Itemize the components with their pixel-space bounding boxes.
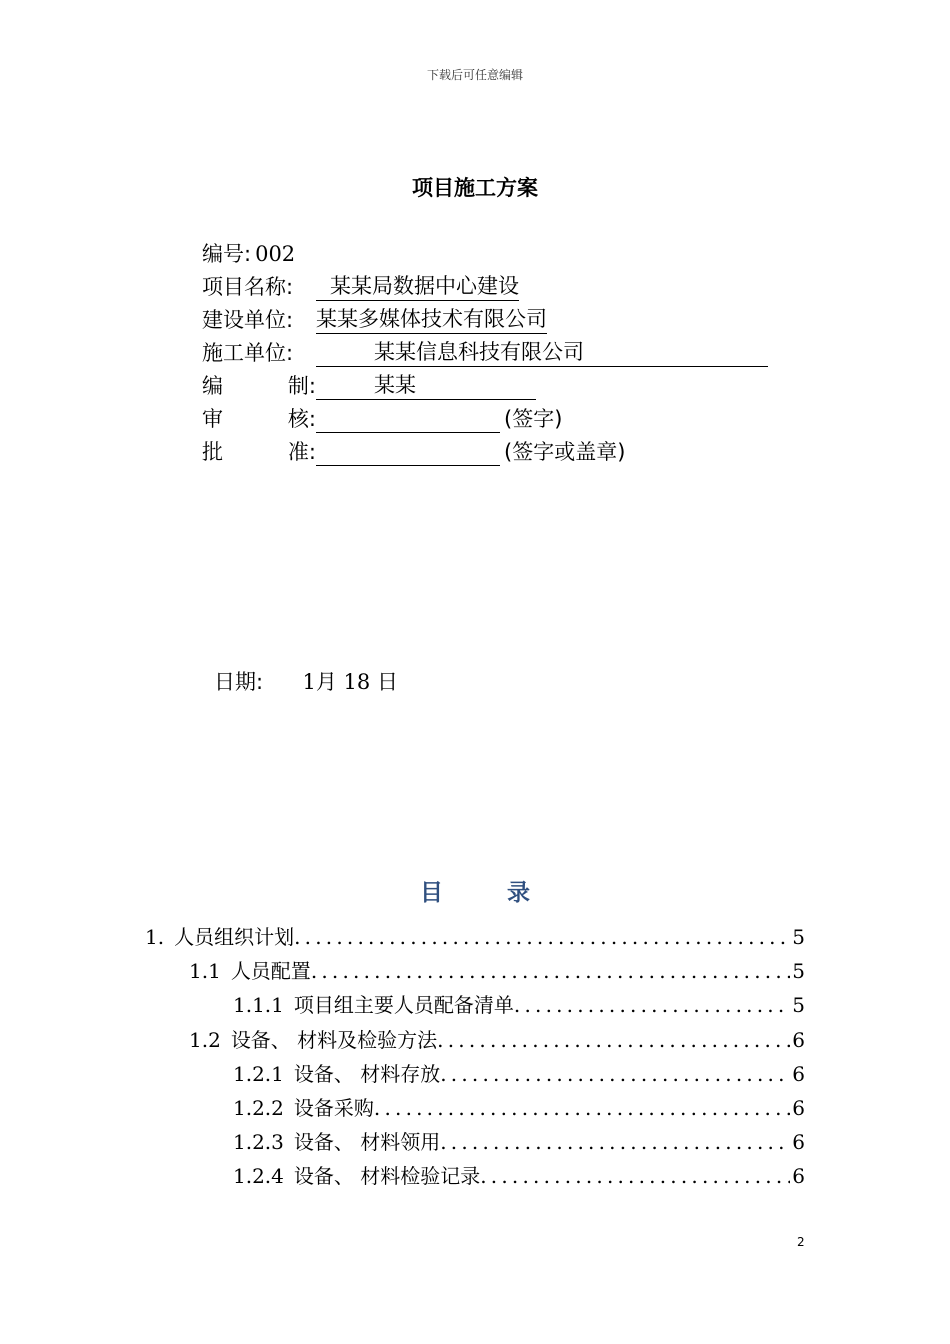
toc-entry-page: 6 bbox=[792, 1027, 805, 1052]
toc-leader-dots bbox=[374, 1096, 790, 1120]
reviewer-signature-line[interactable] bbox=[316, 406, 500, 433]
builder-value: 某某多媒体技术有限公司 bbox=[316, 307, 547, 334]
toc-entry[interactable] bbox=[189, 955, 805, 989]
toc-entry-page: 5 bbox=[792, 925, 805, 949]
toc-entry-number: 1.1.1 bbox=[233, 993, 284, 1018]
toc-entry-page: 6 bbox=[792, 1096, 805, 1120]
approver-note: (签字或盖章) bbox=[504, 440, 626, 464]
toc-entry-page: 6 bbox=[792, 1061, 805, 1086]
editor-label-a: 编 bbox=[202, 374, 223, 398]
toc-leader-dots bbox=[311, 959, 790, 983]
toc-entry-number: 1.2.4 bbox=[233, 1164, 284, 1189]
date-day-char: 日 bbox=[376, 670, 398, 694]
toc-entry-title: 设备、 材料检验记录 bbox=[293, 1164, 481, 1189]
approver-signature-line[interactable] bbox=[316, 439, 500, 466]
toc-entry-title: 设备、 材料领用 bbox=[293, 1130, 441, 1155]
toc-title-b: 录 bbox=[507, 880, 530, 906]
toc-entry[interactable] bbox=[189, 1024, 805, 1058]
number-value: 002 bbox=[255, 242, 296, 266]
toc-entry-number: 1.2.2 bbox=[233, 1096, 284, 1120]
approver-row bbox=[202, 436, 768, 469]
date-day: 18 bbox=[343, 670, 371, 694]
header-note: 下载后可任意编辑 bbox=[426, 68, 523, 82]
toc-leader-dots bbox=[440, 1062, 790, 1086]
page-number: 2 bbox=[797, 1235, 805, 1249]
date-label: 日期: bbox=[214, 670, 264, 694]
toc-entry-title: 设备、 材料及检验方法 bbox=[230, 1027, 438, 1052]
approver-label-a: 批 bbox=[202, 440, 223, 464]
editor-value: 某某 bbox=[316, 373, 536, 400]
toc-entry-title: 设备、 材料存放 bbox=[293, 1061, 441, 1086]
toc-title-a: 目 bbox=[420, 880, 443, 906]
reviewer-label bbox=[202, 403, 316, 436]
toc-leader-dots bbox=[294, 925, 790, 949]
toc-entry-number: 1. bbox=[145, 925, 165, 949]
project-row bbox=[202, 271, 768, 304]
reviewer-note: (签字) bbox=[504, 407, 563, 431]
toc-entry[interactable] bbox=[233, 1058, 805, 1092]
toc-title bbox=[0, 874, 950, 907]
toc-entry-title: 设备采购 bbox=[293, 1096, 374, 1120]
editor-row bbox=[202, 370, 768, 403]
contractor-label: 施工单位: bbox=[202, 341, 294, 365]
editor-label bbox=[202, 370, 316, 403]
toc-entry-number: 1.2.3 bbox=[233, 1130, 284, 1155]
toc-entry-page: 5 bbox=[792, 959, 805, 984]
project-value: 某某局数据中心建设 bbox=[316, 274, 519, 301]
approver-label-b: 准: bbox=[287, 440, 316, 464]
toc-leader-dots bbox=[514, 993, 790, 1017]
toc-entry-title: 项目组主要人员配备清单 bbox=[293, 993, 514, 1018]
toc-leader-dots bbox=[440, 1130, 790, 1154]
toc-entry-title: 人员配置 bbox=[230, 959, 311, 984]
editor-label-b: 制: bbox=[287, 374, 316, 398]
contractor-value: 某某信息科技有限公司 bbox=[316, 340, 768, 367]
toc-entry-page: 5 bbox=[792, 993, 805, 1018]
date-month-char: 月 bbox=[315, 670, 337, 694]
toc-entry-number: 1.2 bbox=[189, 1027, 221, 1052]
project-label: 项目名称: bbox=[202, 275, 294, 299]
toc-entry[interactable] bbox=[233, 989, 805, 1023]
toc-leader-dots bbox=[480, 1164, 790, 1188]
document-title: 项目施工方案 bbox=[412, 176, 538, 200]
toc-entry-page: 6 bbox=[792, 1130, 805, 1155]
reviewer-row bbox=[202, 403, 768, 436]
number-row bbox=[202, 238, 768, 271]
toc-entry-title: 人员组织计划 bbox=[174, 925, 295, 949]
toc-entry-number: 1.1 bbox=[189, 959, 221, 984]
number-label: 编号: bbox=[202, 242, 252, 266]
toc-entry-number: 1.2.1 bbox=[233, 1061, 284, 1086]
contractor-row bbox=[202, 337, 768, 370]
toc-entry-page: 6 bbox=[792, 1164, 805, 1189]
builder-label: 建设单位: bbox=[202, 308, 294, 332]
reviewer-label-a: 审 bbox=[202, 407, 223, 431]
toc-entry[interactable] bbox=[145, 921, 805, 955]
toc-entry[interactable] bbox=[233, 1126, 805, 1160]
toc-entry[interactable] bbox=[233, 1092, 805, 1126]
toc-leader-dots bbox=[437, 1028, 790, 1052]
builder-row bbox=[202, 304, 768, 337]
toc-entry[interactable] bbox=[233, 1160, 805, 1194]
approver-label bbox=[202, 436, 316, 469]
info-block bbox=[202, 238, 768, 469]
date-line bbox=[214, 666, 398, 696]
reviewer-label-b: 核: bbox=[287, 407, 316, 431]
date-month: 1 bbox=[302, 670, 316, 694]
